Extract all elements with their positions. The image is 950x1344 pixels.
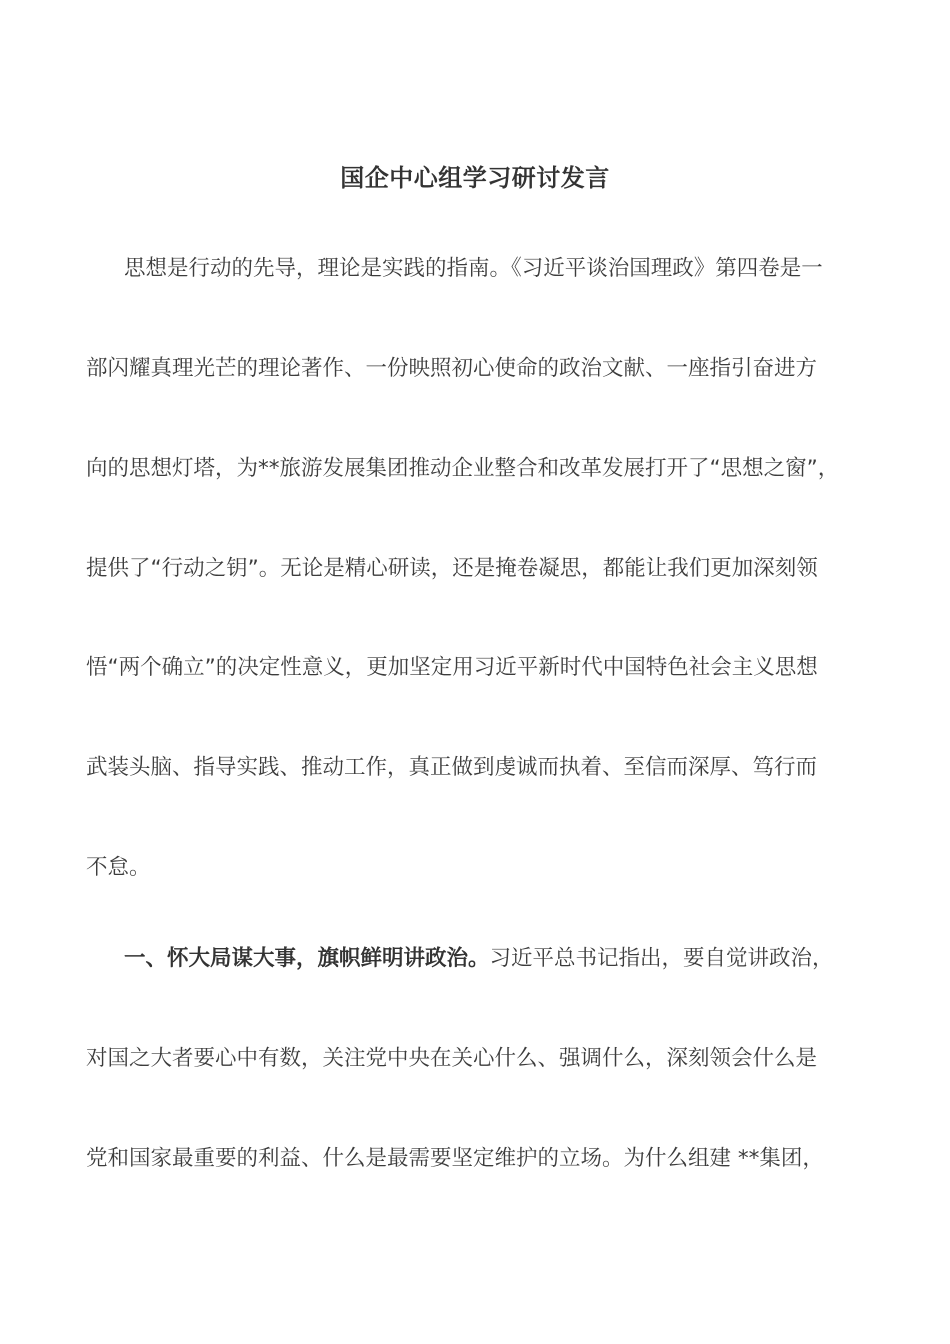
section-heading: 一、怀大局谋大事，旗帜鲜明讲政治。: [124, 946, 490, 971]
paragraph-1-line-1: 思想是行动的先导，理论是实践的指南。《习近平谈治国理政》第四卷是一: [124, 256, 823, 281]
section-heading-rest: 习近平总书记指出，要自觉讲政治，: [489, 946, 834, 971]
paragraph-2-line-2: 对国之大者要心中有数，关注党中央在关心什么、强调什么，深刻领会什么是: [86, 1046, 818, 1071]
paragraph-2-line-3: 党和国家最重要的利益、什么是最需要坚定维护的立场。为什么组建 **集团，: [86, 1146, 824, 1171]
paragraph-2-line-1: [124, 944, 834, 974]
paragraph-1-line-6: 武装头脑、指导实践、推动工作，真正做到虔诚而执着、至信而深厚、笃行而: [86, 755, 818, 780]
paragraph-1-line-5: 悟“两个确立”的决定性意义，更加坚定用习近平新时代中国特色社会主义思想: [86, 655, 818, 680]
paragraph-1-line-7: 不怠。: [86, 855, 151, 880]
paragraph-1-line-4: 提供了“行动之钥”。无论是精心研读，还是掩卷凝思，都能让我们更加深刻领: [86, 556, 818, 581]
paragraph-1-line-2: 部闪耀真理光芒的理论著作、一份映照初心使命的政治文献、一座指引奋进方: [86, 356, 818, 381]
paragraph-1-line-3: 向的思想灯塔，为**旅游发展集团推动企业整合和改革发展打开了“思想之窗”，: [86, 456, 840, 481]
document-title: 国企中心组学习研讨发言: [340, 164, 610, 192]
